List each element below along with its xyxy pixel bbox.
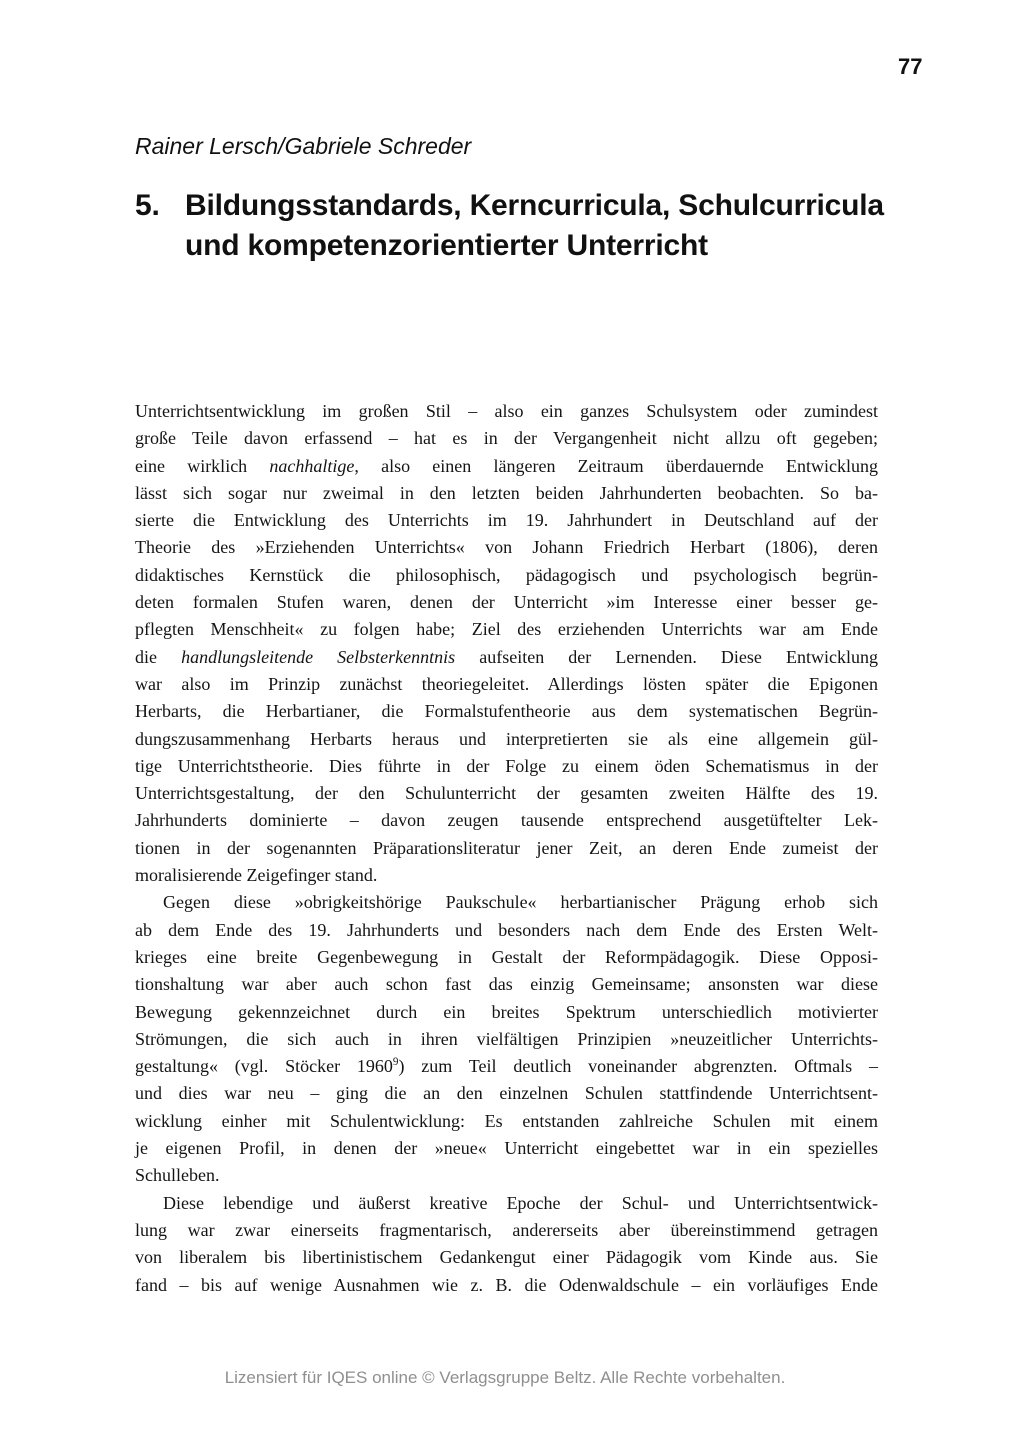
paragraph xyxy=(135,889,878,1189)
text-segment: moralisierende Zeigefinger stand. xyxy=(135,865,378,886)
chapter-number: 5. xyxy=(135,189,160,222)
text-segment: aufseiten der Lernenden. Diese Entwicklung xyxy=(455,646,878,667)
text-segment: Unterrichtsgestaltung, der den Schulunterricht der gesamten zweiten Hälfte des 19. xyxy=(135,783,878,804)
text-segment: krieges eine breite Gegenbewegung in Gestalt der Reformpädagogik. Diese Opposi- xyxy=(135,946,878,967)
text-line xyxy=(135,453,878,480)
text-segment: tionshaltung war aber auch schon fast das einzig Gemeinsame; ansonsten war diese xyxy=(135,974,878,995)
text-line xyxy=(135,862,878,889)
text-segment: wicklung einher mit Schulentwicklung: Es entstanden zahlreiche Schulen mit einem xyxy=(135,1110,878,1131)
body-text xyxy=(135,398,878,1299)
text-line xyxy=(135,644,878,671)
text-segment: lung war zwar einerseits fragmentarisch, andererseits aber übereinstimmend getragen xyxy=(135,1219,878,1240)
text-segment: und dies war neu – ging die an den einzelnen Schulen stattfindende Unterrichtsent- xyxy=(135,1083,878,1104)
text-line xyxy=(135,971,878,998)
text-line xyxy=(135,1108,878,1135)
text-line xyxy=(135,616,878,643)
chapter-title: Bildungsstandards, Kerncurricula, Schulcurricula und kompetenzorientierter Unterricht xyxy=(185,189,884,262)
text-line xyxy=(135,671,878,698)
text-line xyxy=(135,917,878,944)
text-line xyxy=(135,1244,878,1271)
text-line xyxy=(135,835,878,862)
text-line xyxy=(135,1080,878,1107)
text-segment: sierte die Entwicklung des Unterrichts im 19. Jahrhundert in Deutschland auf der xyxy=(135,510,878,531)
text-segment: gestaltung« (vgl. Stöcker 1960 xyxy=(135,1056,393,1077)
page-number: 77 xyxy=(898,54,923,79)
text-line xyxy=(135,507,878,534)
text-segment: ab dem Ende des 19. Jahrhunderts und besonders nach dem Ende des Ersten Welt- xyxy=(135,919,878,940)
text-line xyxy=(135,562,878,589)
text-segment: Herbarts, die Herbartianer, die Formalstufentheorie aus dem systematischen Begrün- xyxy=(135,701,878,722)
text-segment: von liberalem bis libertinistischem Gedankengut einer Pädagogik vom Kinde aus. Sie xyxy=(135,1247,878,1268)
text-line xyxy=(135,1190,878,1217)
text-segment: , also einen längeren Zeitraum überdauernde Entwicklung xyxy=(354,455,878,476)
text-line xyxy=(135,1135,878,1162)
text-segment: Bewegung gekennzeichnet durch ein breites Spektrum unterschiedlich motivierter xyxy=(135,1001,878,1022)
text-segment: pflegten Menschheit« zu folgen habe; Ziel des erziehenden Unterrichts war am Ende xyxy=(135,619,878,640)
text-line xyxy=(135,999,878,1026)
text-segment: fand – bis auf wenige Ausnahmen wie z. B. die Odenwaldschule – ein vorläufiges Ende xyxy=(135,1274,878,1295)
paragraph xyxy=(135,1190,878,1299)
footnote-ref: 9 xyxy=(392,1056,399,1069)
footer-license-text: Lizensiert für IQES online © Verlagsgruppe Beltz. Alle Rechte vorbehalten. xyxy=(224,1368,786,1387)
text-segment: die xyxy=(135,646,182,667)
text-segment: Schulleben. xyxy=(135,1165,220,1186)
text-segment: Jahrhunderts dominierte – davon zeugen tausende entsprechend ausgetüftelter Lek- xyxy=(135,810,878,831)
text-segment: ) zum Teil deutlich voneinander abgrenzten. Oftmals – xyxy=(398,1056,878,1077)
text-line xyxy=(135,534,878,561)
text-segment: tige Unterrichtstheorie. Dies führte in der Folge zu einem öden Schematismus in der xyxy=(135,755,878,776)
text-segment: eine wirklich xyxy=(135,455,270,476)
text-line xyxy=(135,1162,878,1189)
text-line xyxy=(135,480,878,507)
text-segment: große Teile davon erfassend – hat es in der Vergangenheit nicht allzu oft gegeben; xyxy=(135,428,878,449)
text-line xyxy=(135,698,878,725)
chapter-heading xyxy=(135,186,887,266)
text-line xyxy=(135,753,878,780)
text-line xyxy=(135,889,878,916)
text-line xyxy=(135,425,878,452)
text-line xyxy=(135,780,878,807)
text-segment: je eigenen Profil, in denen der »neue« Unterricht eingebettet war in ein spezielles xyxy=(135,1138,878,1159)
text-segment: Unterrichtsentwicklung im großen Stil – also ein ganzes Schulsystem oder zumindest xyxy=(135,401,878,421)
text-line xyxy=(135,944,878,971)
text-segment: lässt sich sogar nur zweimal in den letzten beiden Jahrhunderten beobachten. So ba- xyxy=(135,482,878,503)
text-segment: Theorie des »Erziehenden Unterrichts« von Johann Friedrich Herbart (1806), deren xyxy=(135,537,878,558)
text-segment: Gegen diese »obrigkeitshörige Paukschule« herbartianischer Prägung erhob sich xyxy=(163,892,878,913)
text-line xyxy=(135,726,878,753)
author-line: Rainer Lersch/Gabriele Schreder xyxy=(135,133,472,159)
text-segment: Diese lebendige und äußerst kreative Epoche der Schul- und Unterrichtsentwick- xyxy=(163,1192,878,1213)
paragraph xyxy=(135,398,878,889)
text-segment: tionen in der sogenannten Präparationsliteratur jener Zeit, an deren Ende zumeist der xyxy=(135,837,878,858)
text-segment: handlungsleitende Selbsterkenntnis xyxy=(181,646,456,667)
text-line xyxy=(135,807,878,834)
text-segment: dungszusammenhang Herbarts heraus und interpretierten sie als eine allgemein gül- xyxy=(135,728,878,749)
text-segment: deten formalen Stufen waren, denen der Unterricht »im Interesse einer besser ge- xyxy=(135,592,878,613)
text-segment: Strömungen, die sich auch in ihren vielfältigen Prinzipien »neuzeitlicher Unterrichts- xyxy=(135,1028,878,1049)
text-line xyxy=(135,589,878,616)
text-segment: didaktisches Kernstück die philosophisch, pädagogisch und psychologisch begrün- xyxy=(135,564,878,585)
text-segment: nachhaltige xyxy=(269,455,355,476)
text-line xyxy=(135,1026,878,1053)
text-line xyxy=(135,1053,878,1080)
text-line xyxy=(135,398,878,425)
text-segment: war also im Prinzip zunächst theoriegeleitet. Allerdings lösten später die Epigonen xyxy=(135,673,878,694)
text-line xyxy=(135,1272,878,1299)
text-line xyxy=(135,1217,878,1244)
